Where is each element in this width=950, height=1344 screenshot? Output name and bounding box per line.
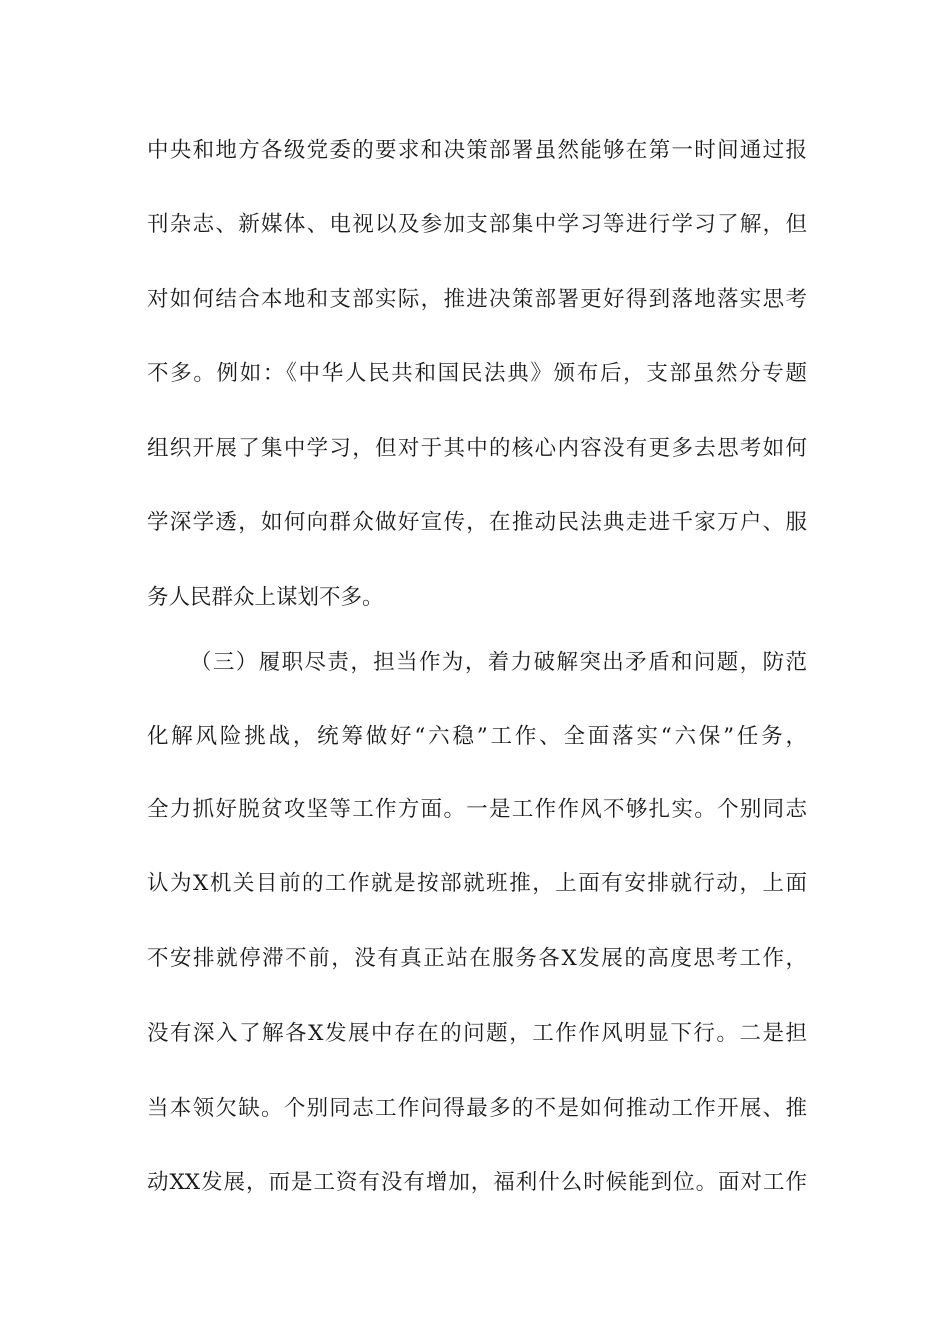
paragraph-line: 不多。例如：《中华人民共和国民法典》颁布后，支部虽然分专题 xyxy=(147,361,807,386)
paragraph-line: 刊杂志、新媒体、电视以及参加支部集中学习等进行学习了解，但 xyxy=(147,212,807,237)
paragraph-line: 全力抓好脱贫攻坚等工作方面。一是工作作风不够扎实。个别同志 xyxy=(147,797,807,822)
paragraph-line: 没有深入了解各X发展中存在的问题，工作作风明显下行。二是担 xyxy=(147,1021,807,1046)
paragraph-line: 务人民群众上谋划不多。 xyxy=(147,585,384,610)
paragraph-line: 动XX发展，而是工资有没有增加，福利什么时候能到位。面对工作 xyxy=(147,1170,807,1195)
paragraph-line: 不安排就停滞不前，没有真正站在服务各X发展的高度思考工作， xyxy=(147,946,807,971)
paragraph-line: 对如何结合本地和支部实际，推进决策部署更好得到落地落实思考 xyxy=(147,287,807,312)
section-heading-line: （三）履职尽责，担当作为，着力破解突出矛盾和问题，防范 xyxy=(190,650,807,675)
paragraph-line: 学深学透，如何向群众做好宣传，在推动民法典走进千家万户、服 xyxy=(147,510,807,535)
paragraph-line: 组织开展了集中学习，但对于其中的核心内容没有更多去思考如何 xyxy=(147,436,807,461)
paragraph-line: 当本领欠缺。个别同志工作问得最多的不是如何推动工作开展、推 xyxy=(147,1096,807,1121)
paragraph-line: 中央和地方各级党委的要求和决策部署虽然能够在第一时间通过报 xyxy=(147,138,807,163)
paragraph-line: 化解风险挑战，统筹做好“六稳”工作、全面落实“六保”任务， xyxy=(147,724,807,749)
paragraph-line: 认为X机关目前的工作就是按部就班推，上面有安排就行动，上面 xyxy=(147,871,807,896)
